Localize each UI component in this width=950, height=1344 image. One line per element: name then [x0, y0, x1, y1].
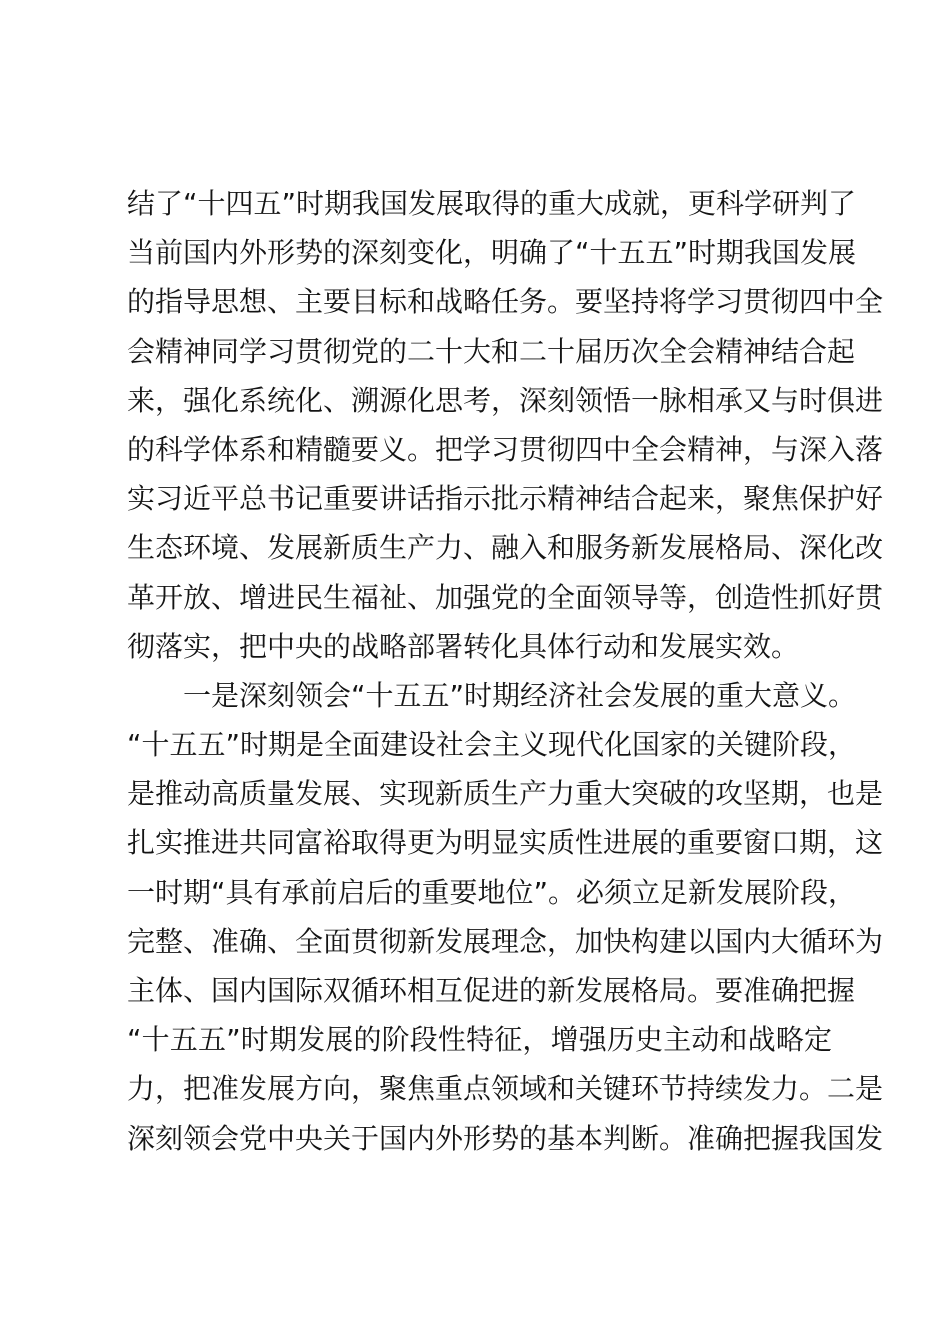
text-line: 主体、国内国际双循环相互促进的新发展格局。要准确把握	[127, 974, 856, 1007]
text-line: 彻落实，把中央的战略部署转化具体行动和发展实效。	[127, 629, 800, 663]
text-line: 革开放、增进民生福祉、加强党的全面领导等，创造性抓好贯	[127, 580, 884, 614]
text-line: 来，强化系统化、溯源化思考，深刻领悟一脉相承又与时俱进	[127, 383, 884, 417]
text-line: 生态环境、发展新质生产力、融入和服务新发展格局、深化改	[127, 531, 884, 565]
text-line: 实习近平总书记重要讲话指示批示精神结合起来，聚焦保护好	[127, 482, 884, 516]
text-line: 扎实推进共同富裕取得更为明显实质性进展的重要窗口期，这	[127, 826, 884, 860]
text-line: “十五五”时期发展的阶段性特征，增强历史主动和战略定	[127, 1023, 832, 1057]
text-line: 完整、准确、全面贯彻新发展理念，加快构建以国内大循环为	[127, 924, 884, 958]
text-line: 一时期“具有承前启后的重要地位”。必须立足新发展阶段，	[127, 875, 857, 909]
paragraph-2	[127, 676, 884, 1168]
text-line: 力，把准发展方向，聚焦重点领域和关键环节持续发力。二是	[127, 1072, 884, 1106]
text-line: 会精神同学习贯彻党的二十大和二十届历次全会精神结合起	[127, 334, 856, 368]
text-line: 一是深刻领会“十五五”时期经济社会发展的重大意义。	[183, 678, 857, 712]
text-line: 结了“十四五”时期我国发展取得的重大成就，更科学研判了	[127, 187, 857, 220]
text-line: 的科学体系和精髓要义。把学习贯彻四中全会精神，与深入落	[127, 432, 884, 466]
paragraph-1	[127, 184, 884, 676]
text-line: 深刻领会党中央关于国内外形势的基本判断。准确把握我国发	[127, 1121, 884, 1155]
text-line: 当前国内外形势的深刻变化，明确了“十五五”时期我国发展	[127, 236, 857, 270]
document-body	[127, 184, 884, 1168]
text-line: 的指导思想、主要目标和战略任务。要坚持将学习贯彻四中全	[127, 285, 884, 319]
text-line: “十五五”时期是全面建设社会主义现代化国家的关键阶段，	[127, 728, 857, 762]
text-line: 是推动高质量发展、实现新质生产力重大突破的攻坚期，也是	[127, 777, 884, 811]
